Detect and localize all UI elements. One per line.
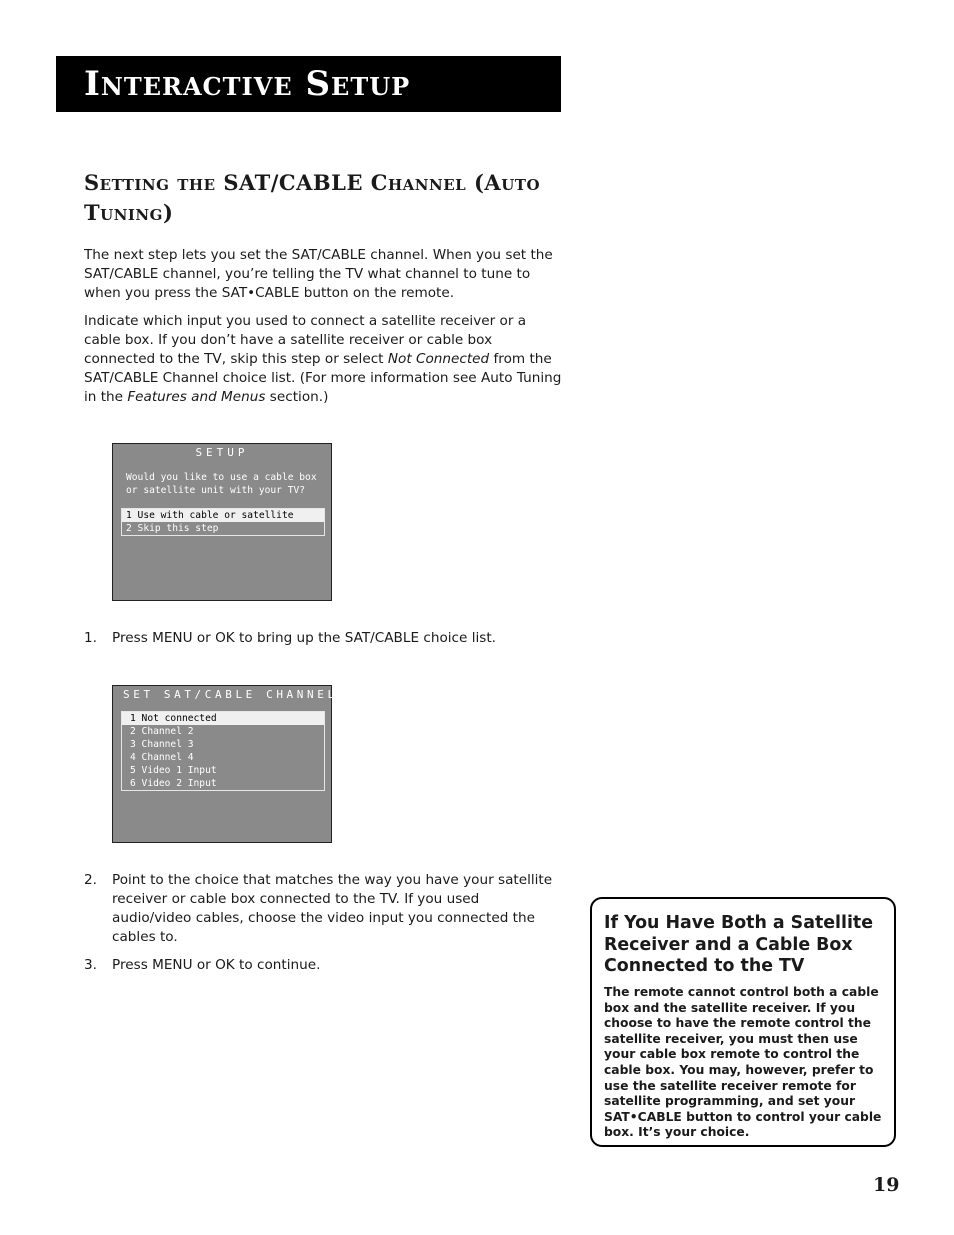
instruction-text-1: Indicate which input you used to connect a satellite receiver or a cable box. If you don’t have a satellite receiver or cable box connected to the TV, skip this step or select (84, 313, 527, 367)
section-title: Setting the SAT/CABLE Channel (Auto Tuning) (84, 170, 541, 225)
instruction-paragraph (84, 312, 562, 407)
step-number: 3. (84, 957, 97, 973)
header-banner (56, 56, 561, 112)
setup-option-list (121, 508, 325, 536)
instruction-text-2: from the SAT/CABLE Channel choice list. (For more information see Auto Tuning in the (84, 351, 562, 405)
option-skip-step[interactable]: 2 Skip this step (126, 523, 219, 534)
features-menus-emphasis: Features and Menus (127, 389, 266, 405)
sidebar-body: The remote cannot control both a cable box and the satellite receiver. If you choose to have the remote control the satellite receiver, you must then use your cable box remote to control the cable box. You may, however, prefer to use the satellite receiver remote for satellite programming, and set your SAT•CABLE button to control your cable box. It’s your choice. (604, 985, 882, 1140)
option-not-connected[interactable]: 1 Not connected (122, 712, 324, 725)
setup-screen-header: SETUP (195, 446, 249, 459)
option-use-cable-satellite[interactable]: 1 Use with cable or satellite (122, 509, 324, 522)
intro-paragraph: The next step lets you set the SAT/CABLE channel. When you set the SAT/CABLE channel, you’re telling the TV what channel to tune to when you press the SAT•CABLE button on the remote. (84, 247, 553, 301)
sat-cable-option-list (121, 711, 325, 791)
option-video-1-input[interactable]: 5 Video 1 Input (130, 765, 217, 776)
option-video-2-input[interactable]: 6 Video 2 Input (130, 778, 217, 789)
sat-cable-screen-header: SET SAT/CABLE CHANNEL (123, 688, 338, 701)
step-text: Press MENU or OK to bring up the SAT/CABLE choice list. (112, 630, 496, 646)
page-number: 19 (873, 1174, 900, 1196)
option-channel-4[interactable]: 4 Channel 4 (130, 752, 194, 763)
step-number: 1. (84, 630, 97, 646)
step-number: 2. (84, 872, 97, 888)
not-connected-emphasis: Not Connected (387, 351, 490, 367)
tip-sidebar (590, 897, 896, 1147)
step-text: Press MENU or OK to continue. (112, 957, 321, 973)
sat-cable-channel-screen (112, 685, 338, 843)
setup-screen (112, 443, 332, 601)
instruction-text-3: section.) (265, 389, 329, 405)
option-channel-3[interactable]: 3 Channel 3 (130, 739, 194, 750)
step-text: Point to the choice that matches the way you have your satellite receiver or cable box connected to the TV. If you used audio/video cables, choose the video input you connected the cables to. (112, 872, 553, 945)
banner-title: Interactive Setup (84, 64, 411, 104)
setup-screen-question: Would you like to use a cable box or satellite unit with your TV? (126, 472, 317, 496)
sidebar-title: If You Have Both a Satellite Receiver and a Cable Box Connected to the TV (604, 913, 874, 976)
option-channel-2[interactable]: 2 Channel 2 (130, 726, 194, 737)
